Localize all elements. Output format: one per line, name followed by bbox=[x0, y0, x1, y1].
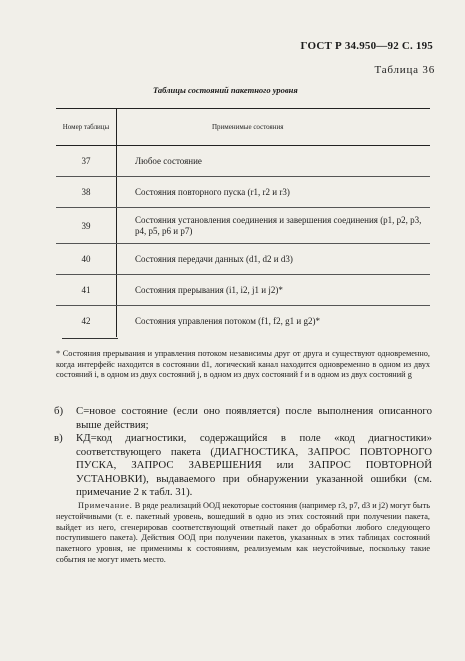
table-row-number: 38 bbox=[56, 177, 117, 208]
table-row-text: Состояния передачи данных (d1, d2 и d3) bbox=[117, 244, 431, 275]
states-table bbox=[56, 108, 430, 337]
table-row-number: 42 bbox=[56, 306, 117, 337]
definition-list bbox=[54, 405, 432, 500]
table-footnote: * Состояния прерывания и управления потоком независимы друг от друга и существуют одновременно, когда интерфейс находится в состоянии d1, логический канал находится одновременно в одном из двух состояний i, в одном из двух состояний j, в одном из двух состояний f и в одном из двух состояний g bbox=[56, 349, 430, 379]
table-row-text: Состояния прерывания (i1, i2, j1 и j2)* bbox=[117, 275, 431, 306]
list-marker: в) bbox=[54, 432, 63, 444]
table-row-text: Состояния управления потоком (f1, f2, g1 и g2)* bbox=[135, 315, 320, 326]
table-row-number: 37 bbox=[56, 146, 117, 177]
table-row-text: Состояния повторного пуска (r1, r2 и r3) bbox=[117, 177, 431, 208]
page-header: ГОСТ Р 34.950—92 С. 195 bbox=[300, 40, 433, 52]
column-header-states: Применимые состояния bbox=[117, 109, 431, 146]
table-row-number: 40 bbox=[56, 244, 117, 275]
table-title: Таблицы состояний пакетного уровня bbox=[153, 85, 298, 95]
note-lead: Примечание. bbox=[78, 501, 133, 510]
note-paragraph bbox=[56, 501, 430, 566]
table-row-text: Любое состояние bbox=[117, 146, 431, 177]
table-label: Таблица 36 bbox=[374, 64, 435, 76]
note-text: В ряде реализаций ООД некоторые состояния (например r3, p7, d3 и j2) могут быть неустойчивыми (т. е. пакетный уровень, вошедший в одно из этих состояний при получении пакета, выйдет из него, сгенерировав соответствующий ответный пакет до обработки любого следующего поступившего пакета). Действия ООД при получении пакетов, указанных в этих таблицах состояний пакетного уровня, не применимы к состояниям, реализуемым как неустойчивые, поскольку такие события не могут иметь место. bbox=[56, 501, 430, 564]
list-item-text: КД=код диагностики, содержащийся в поле «код диагностики» соответствующего пакета (ДИАГНОСТИКА, ЗАПРОС ПОВТОРНОГО ПУСКА, ЗАПРОС ЗАВЕРШЕНИЯ или ЗАПРОС ПОВТОРНОЙ УСТАНОВКИ), выдаваемого при обнаружении указанной ошибки (см. примечание 2 к табл. 31). bbox=[76, 432, 432, 498]
footnote-rule bbox=[62, 338, 118, 339]
list-item bbox=[54, 405, 432, 432]
list-item-text: С=новое состояние (если оно появляется) после выполнения описанного выше действия; bbox=[76, 405, 432, 431]
list-marker: б) bbox=[54, 405, 64, 417]
column-header-number: Номер таблицы bbox=[56, 109, 117, 146]
table-row-number: 39 bbox=[56, 208, 117, 244]
list-item bbox=[54, 432, 432, 500]
table-row-number: 41 bbox=[56, 275, 117, 306]
table-row-text: Состояния установления соединения и завершения соединения (p1, p2, p3, p4, p5, p6 и p7) bbox=[117, 208, 431, 244]
